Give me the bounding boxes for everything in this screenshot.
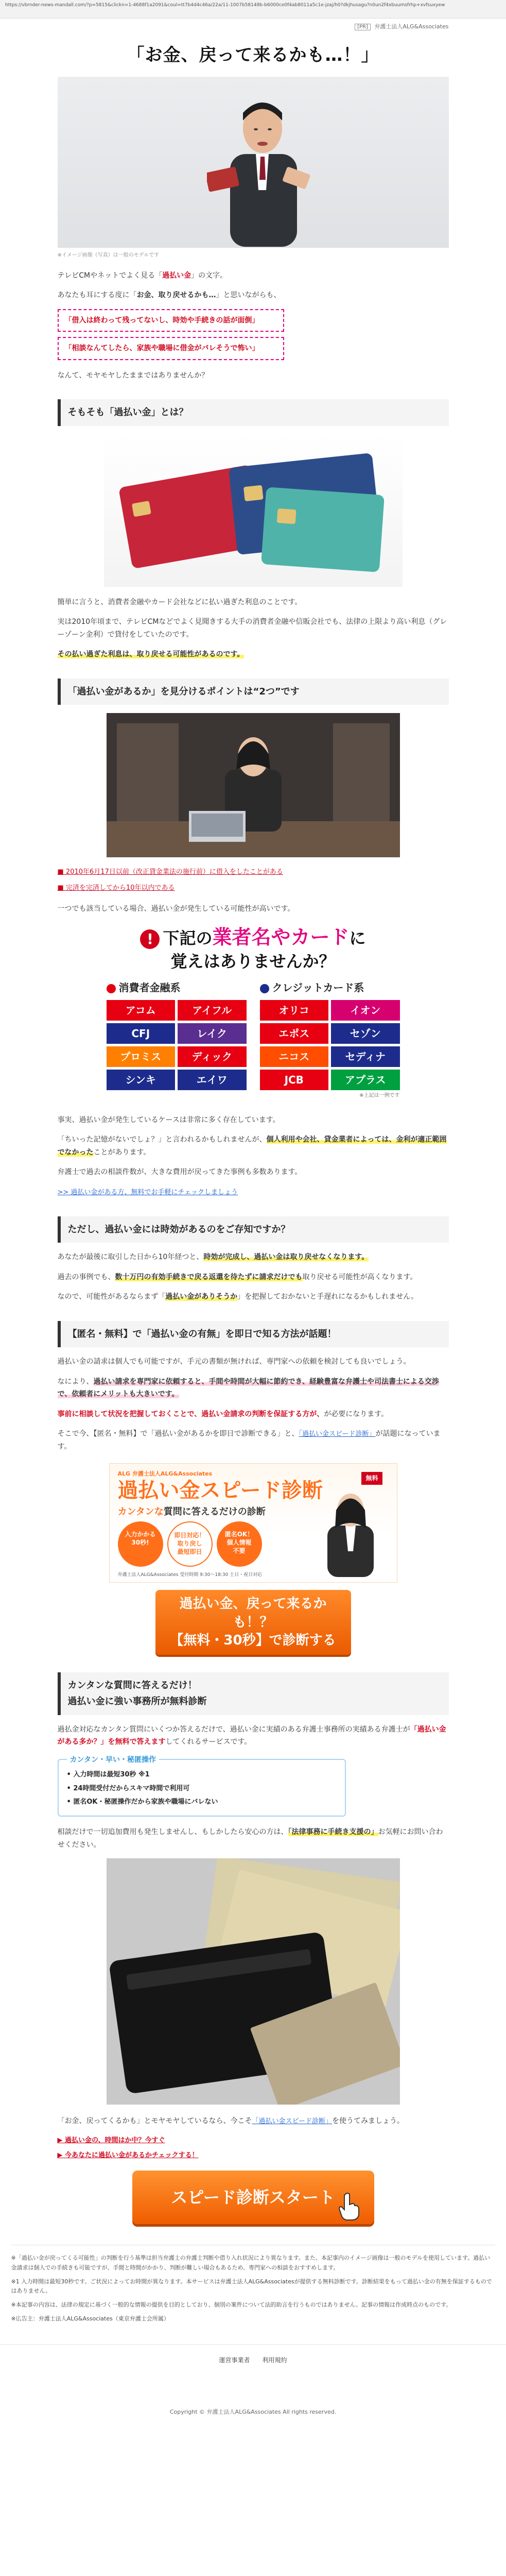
disclaimer-paragraph: ※「過払い金が戻ってくる可能性」の判断を行う基準は担当弁護士の弁護士判断や借り入れ状況により異なります。また、本記事内のイメージ画像は一般のモデルを使用しています。過払い金請求は個人での手続きも可能ですが、手間と時間がかかり、判断が難しい場合もあるため、専門家への相談をおすすめします。	[11, 2255, 491, 2271]
highlight-overpayment: 過払い金	[162, 271, 191, 280]
consumer-finance-badge: ディック	[178, 1046, 247, 1067]
banner-note: ※上記は一例です	[359, 1093, 400, 1099]
feature-item: • 24時間受付だからスキマ時間で利用可	[67, 1783, 337, 1795]
speed-check-ad-banner[interactable]	[109, 1463, 397, 1583]
consumer-finance-badge: アイフル	[178, 1000, 247, 1021]
easy-questions-paragraph: 過払金対応なカンタン質問にいくつか答えるだけで、過払い金に実績のある弁護士事務所の実績ある弁護士が「過払い金がある多か？」を無料で答えますしてくれるサービスです。	[57, 1725, 446, 1747]
credit-card-badge: セディナ	[331, 1046, 400, 1067]
credit-card-column	[260, 979, 400, 1090]
intro-paragraph-2: あなたも耳にする度に「お金、取り戻せるかも…」と思いながらも、	[57, 291, 281, 299]
consumer-finance-column	[107, 979, 247, 1090]
feature-item: • 匿名OK・秘匿操作だから家族や職場にバレない	[67, 1797, 337, 1808]
pr-line	[58, 22, 449, 32]
section-heading-easy-questions: カンタンな質問に答えるだけ！ 過払い金に強い事務所が無料診断	[58, 1672, 449, 1715]
ad-woman-illustration	[315, 1484, 387, 1577]
speed-check-link-inline[interactable]: 「過払い金スピード診断」	[299, 1430, 376, 1438]
man-with-wallet-illustration	[207, 92, 315, 247]
section-heading-what-is: そもそも「過払い金」とは？	[58, 399, 449, 426]
credit-card-badge: イオン	[331, 1000, 400, 1021]
hero-image	[58, 77, 449, 248]
footer-links	[0, 2355, 506, 2366]
credit-card-grid	[260, 1000, 400, 1090]
browser-url-bar[interactable]	[0, 0, 506, 19]
cta-arrow-links	[58, 2135, 449, 2162]
intro-paragraph-3: なんて、モヤモヤしたままではありませんか？	[57, 371, 209, 380]
consultant-image	[107, 713, 400, 857]
check-point-1: ■ 2010年6月17日以前（改正貸金業法の施行前）に借入をしたことがある	[58, 867, 449, 878]
credit-cards-illustration	[104, 434, 403, 587]
wallet-and-banknotes-illustration	[107, 1858, 400, 2105]
ad-bubble-same-day: 即日対応！ 取り戻し 最短即日	[167, 1521, 213, 1567]
section-heading-statute: ただし、過払い金には時効があるのをご存知ですか？	[58, 1216, 449, 1243]
ad-logo: ALG 弁護士法人ALG&Associates	[117, 1470, 213, 1478]
consumer-finance-badge: プロミス	[107, 1046, 176, 1067]
worry-text-1: 「借入は終わって残ってないし、時効や手続きの話が面倒」	[64, 316, 259, 325]
arrow-link-2[interactable]: ▶ 今あなたに過払い金があるかチェックする！	[58, 2150, 449, 2162]
banner-headline: ! 下記の業者名やカードに 覚えはありませんか？	[107, 924, 400, 973]
intro-paragraph-1: テレビCMやネットでよく見る「過払い金」の文字。	[57, 271, 228, 280]
speed-check-start-button[interactable]: スピード診断スタート	[132, 2171, 374, 2224]
closing-paragraph-2: 「お金、戻ってくるかも」とモヤモヤしているなら、今こそ「過払い金スピード診断」を使うてみましょう。	[57, 2117, 404, 2126]
arrow-link-1[interactable]: ▶ 過払い金の、時間はか中？今すぐ	[58, 2135, 449, 2147]
free-check-paragraph-1: 過払い金の請求は個人でも可能ですが、手元の書類が無ければ、専門家への依頼を検討しても良いでしょう。	[57, 1358, 411, 1366]
credit-card-badge: セゾン	[331, 1023, 400, 1044]
page-title: 「お金、戻って来るかも…！」	[127, 44, 379, 65]
ad-bubble-time: 入力かかる 30秒!	[118, 1521, 163, 1567]
statute-paragraph-3: なので、可能性があるならまず「過払い金がありそうか」を把握しておかないと手遅れになるかもしれません。	[57, 1293, 418, 1301]
feature-box	[58, 1755, 346, 1817]
credit-card-icon	[260, 984, 269, 993]
advertiser-name: 弁護士法人ALG&Associates	[374, 23, 449, 30]
section-heading-check-points: 「過払い金があるか」を見分けるポイントは“2つ”です	[58, 679, 449, 705]
free-check-paragraph-2: なにより、過払い請求を専門家に依頼すると、手間や時間が大幅に節約でき、経験豊富な弁護士や司法書士による交渉で、依頼者にメリットも大きいです。	[57, 1377, 439, 1399]
free-check-paragraph-3: 事前に相談して状況を把握しておくことで、過払い金請求の判断を保証する方が、が必要になります。	[57, 1410, 389, 1418]
copyright: Copyright © 弁護士法人ALG&Associates All rights reserved.	[169, 2409, 337, 2416]
statute-paragraph-2: 過去の事例でも、数十万円の有効手続きで戻る返還を待たずに請求だけでも取り戻せる可能性が高くなります。	[57, 1273, 417, 1281]
wallet-money-image	[107, 1858, 400, 2105]
credit-card-badge: JCB	[260, 1070, 329, 1090]
lender-list-banner	[107, 924, 400, 1106]
exclamation-icon: !	[140, 929, 160, 949]
consumer-finance-grid	[107, 1000, 247, 1090]
disclaimer-paragraph: ※広告主：弁護士法人ALG&Associates（東京弁護士会所属）	[11, 2315, 169, 2322]
consumer-finance-badge: レイク	[178, 1023, 247, 1044]
browser-url-text: https://vbrnder-news-mandall.com/?p=5815&clickn=1-4688f1a2091&coul=tt7b4d4c46a/22a/11-1007b58148b-b6000ce0f4ab8011a5c1e-jzaj/h0?dkjhusagu?n0un2f4xbuumsfrhp+xvfsuxyew	[5, 3, 445, 8]
closing-paragraph-1: 相談だけで一切追加費用も発生しませんし、もしかしたら安心の方は、「法律事務に手続き支援の」お気軽にお問い合わせください。	[57, 1828, 443, 1849]
disclaimer-paragraph: ※本記事の内容は、法律の規定に基づく一般的な情報の提供を目的としており、個別の案件について法的助言を行うものではありません。記事の情報は作成時点のものです。	[11, 2301, 452, 2309]
pointing-hand-icon	[337, 2192, 361, 2221]
free-check-paragraph-4: そこで今、【匿名・無料】で「過払い金があるかを即日で診断できる」と、「過払い金スピード診断」が話題になっています。	[57, 1430, 441, 1451]
pr-tag: [PR]	[355, 24, 371, 30]
credit-card-badge: オリコ	[260, 1000, 329, 1021]
credit-card-badge: ニコス	[260, 1046, 329, 1067]
ad-feature-bubbles	[118, 1521, 262, 1567]
credit-card-title: クレジットカード系	[260, 979, 400, 997]
credit-card-badge: エポス	[260, 1023, 329, 1044]
section-heading-free-check: 【匿名・無料】で「過払い金の有無」を即日で知る方法が話題！	[58, 1321, 449, 1348]
consumer-finance-title: 消費者金融系	[107, 979, 247, 997]
speed-check-link-closing[interactable]: 「過払い金スピード診断」	[252, 2117, 332, 2126]
fact-paragraph-1: 事実、過払い金が発生しているケースは非常に多く存在しています。	[57, 1115, 280, 1124]
footer	[0, 2344, 506, 2425]
ad-title: 過払い金スピード診断	[117, 1479, 323, 1503]
check-point-2: ■ 完済を完済してから10年以内である	[58, 883, 449, 894]
consultant-illustration	[107, 713, 400, 857]
ad-footer: 弁護士法人ALG&Associates 受付時間 9:30～18:30 土日・祝日対応	[117, 1572, 263, 1578]
consumer-finance-icon	[107, 984, 116, 993]
feature-item: • 入力時間は最短30秒 ※1	[67, 1769, 337, 1781]
footer-link-operator[interactable]: 運営事業者	[219, 2357, 250, 2364]
consumer-finance-badge: CFJ	[107, 1023, 176, 1044]
fact-paragraph-2: 「ちいった記憶がないでしょ？」と言われるかもしれませんが、個人利用や会社、貸金業者によっては、金利が適正範囲でなかったことがあります。	[57, 1136, 447, 1157]
feature-box-label: カンタン・早い・秘匿操作	[67, 1754, 159, 1767]
article	[58, 19, 449, 2224]
diagnose-cta-button[interactable]: 過払い金、戻って来るかも！？ 【無料・30秒】で診断する	[155, 1590, 351, 1654]
ad-free-ribbon: 無料	[361, 1472, 382, 1485]
fact-paragraph-3: 弁護士で過去の相談件数が、大きな費用が戻ってきた事例も多数あります。	[57, 1168, 302, 1177]
credit-cards-image	[104, 434, 403, 587]
check-points-list	[58, 867, 449, 894]
worry-text-2: 「相談なんてしたら、家族や職場に借金がバレそうで怖い」	[64, 344, 259, 352]
what-is-paragraph-2: 実は2010年頃まで、テレビCMなどでよく見聞きする大手の消費者金融や信販会社でも、法律の上限より高い利息（グレーゾーン金利）で貸付をしていたのです。	[57, 618, 447, 639]
ad-bubble-anonymous: 匿名OK！ 個人情報 不要	[217, 1521, 262, 1567]
credit-card-badge: アプラス	[331, 1070, 400, 1090]
lender-categories	[107, 979, 400, 1090]
what-is-paragraph-3: その払い過ぎた利息は、取り戻せる可能性があるのです。	[57, 650, 245, 658]
worry-box-1	[58, 309, 284, 332]
footer-link-terms[interactable]: 利用規約	[262, 2357, 287, 2364]
check-now-link[interactable]: >> 過払い金がある方、無料でお手軽にチェックしましょう	[57, 1188, 238, 1196]
disclaimer-paragraph: ※1 入力時間は最短30秒です。ご状況によってお時間が異なります。本サービスは弁護士法人ALG&Associatesが提供する無料診断です。診断結果をもって過払い金の有無を保証するものではありません。	[11, 2278, 492, 2295]
consumer-finance-badge: シンキ	[107, 1070, 176, 1090]
hero-caption: ※イメージ画像（写真）は一般のモデルです	[57, 252, 160, 258]
consumer-finance-badge: アコム	[107, 1000, 176, 1021]
ad-subtitle: カンタンな質問に答えるだけの診断	[117, 1506, 266, 1518]
disclaimer	[11, 2245, 495, 2324]
consumer-finance-badge: エイワ	[178, 1070, 247, 1090]
what-is-paragraph-1: 簡単に言うと、消費者金融やカード会社などに払い過ぎた利息のことです。	[57, 598, 302, 606]
statute-paragraph-1: あなたが最後に取引した日から10年経つと、時効が完成し、過払い金は取り戻せなくなります。	[57, 1253, 369, 1262]
worry-box-2	[58, 337, 284, 360]
check-points-paragraph: 一つでも該当している場合、過払い金が発生している可能性が高いです。	[57, 904, 295, 913]
